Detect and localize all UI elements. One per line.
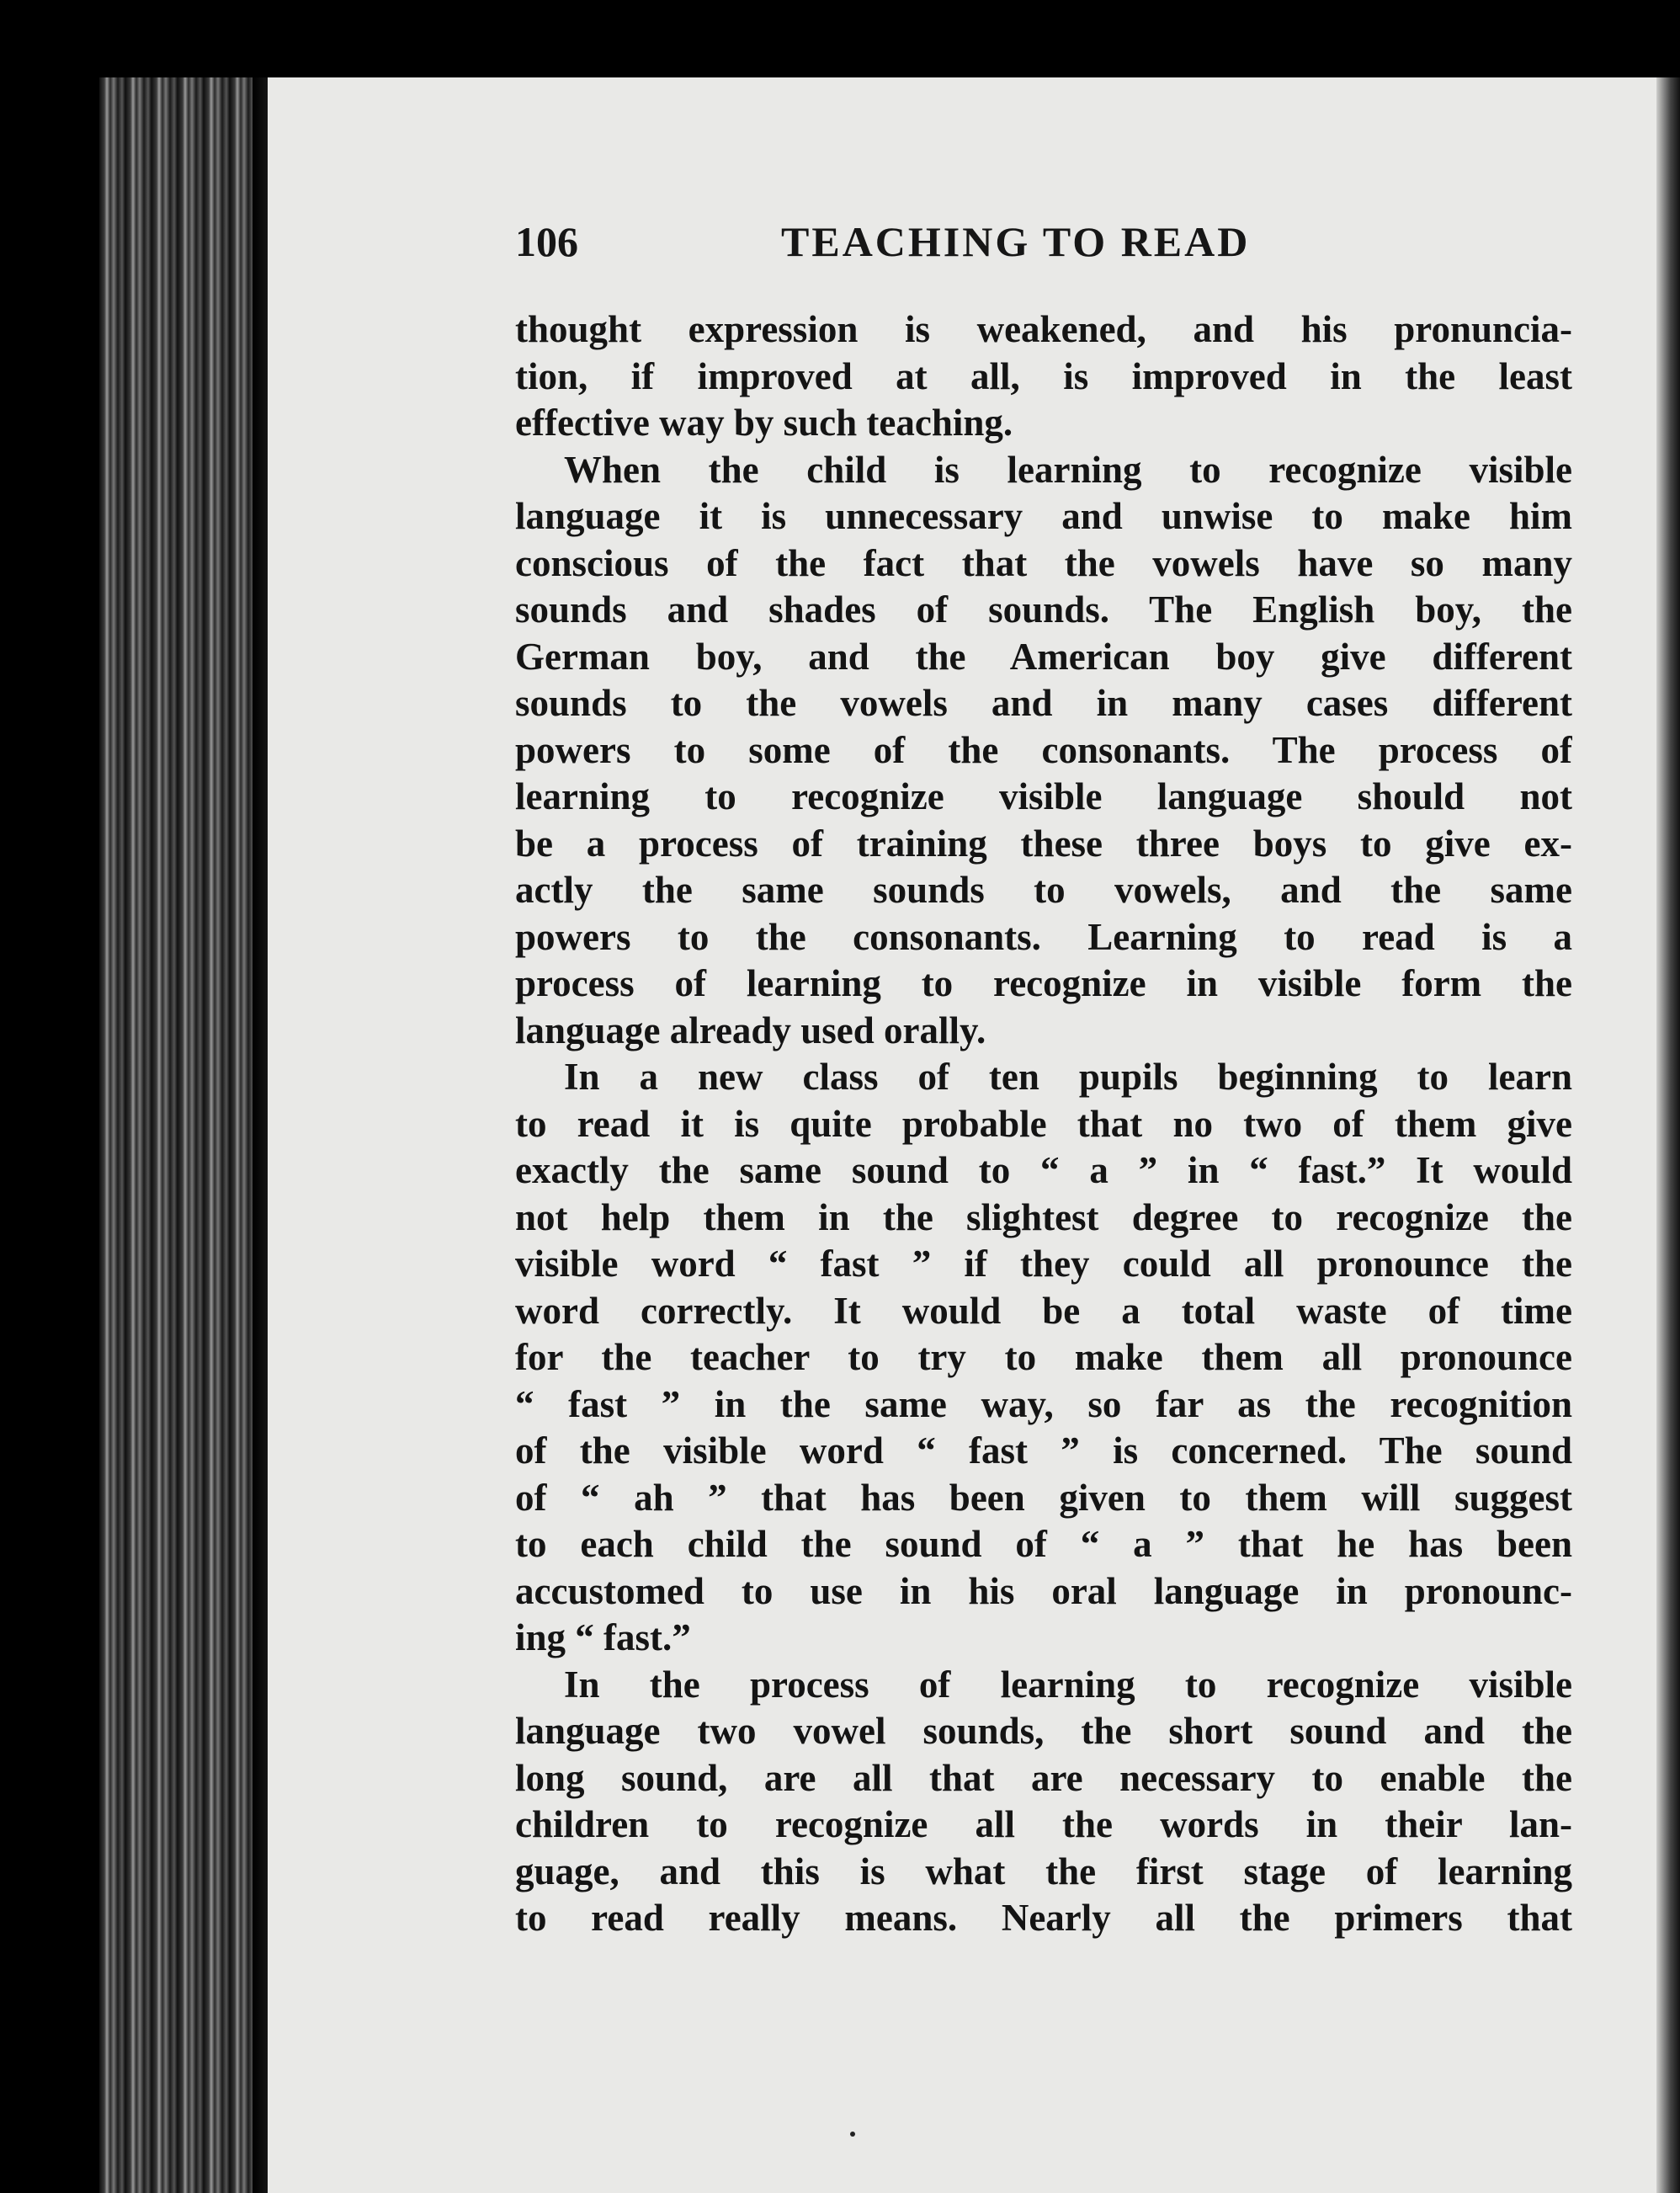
text-line: learning to recognize visible language should not — [515, 775, 1572, 817]
text-line: to read it is quite probable that no two of them give — [515, 1102, 1572, 1145]
text-line: children to recognize all the words in their lan- — [515, 1803, 1572, 1845]
page-speck — [850, 2132, 855, 2137]
text-line: to each child the sound of “ a ” that he has been — [515, 1523, 1572, 1565]
text-line: ing “ fast.” — [515, 1616, 691, 1658]
text-line: tion, if improved at all, is improved in the least — [515, 354, 1572, 397]
text-line: “ fast ” in the same way, so far as the recognition — [515, 1382, 1572, 1425]
text-line: process of learning to recognize in visible form the — [515, 962, 1572, 1004]
body-text — [515, 306, 1572, 1942]
text-line: sounds to the vowels and in many cases different — [515, 682, 1572, 724]
text-line: effective way by such teaching. — [515, 402, 1013, 444]
text-line: be a process of training these three boys to give ex- — [515, 822, 1572, 865]
paragraph-first-line: In a new class of ten pupils beginning to learn — [564, 1056, 1572, 1098]
text-line: thought expression is weakened, and his pronuncia- — [515, 308, 1572, 350]
running-header — [515, 212, 1572, 271]
text-line: sounds and shades of sounds. The English boy, the — [515, 588, 1572, 631]
text-line: accustomed to use in his oral language in pronounc- — [515, 1569, 1572, 1612]
paragraph-first-line: When the child is learning to recognize visible — [564, 448, 1572, 491]
book-spine-edge — [99, 77, 272, 2193]
running-title: TEACHING TO READ — [781, 218, 1251, 265]
text-line: exactly the same sound to “ a ” in “ fast.” It would — [515, 1149, 1572, 1191]
text-line: word correctly. It would be a total waste of time — [515, 1289, 1572, 1332]
text-line: for the teacher to try to make them all pronounce — [515, 1336, 1572, 1378]
page-right-edge — [1656, 77, 1680, 2193]
text-line: not help them in the slightest degree to recognize the — [515, 1195, 1572, 1238]
text-line: conscious of the fact that the vowels have so many — [515, 541, 1572, 584]
page-number: 106 — [515, 218, 578, 265]
text-line: language two vowel sounds, the short sound and the — [515, 1710, 1572, 1752]
text-line: German boy, and the American boy give different — [515, 635, 1572, 678]
text-line: visible word “ fast ” if they could all pronounce the — [515, 1243, 1572, 1285]
text-line: of “ ah ” that has been given to them will suggest — [515, 1476, 1572, 1519]
text-line: language it is unnecessary and unwise to make him — [515, 495, 1572, 537]
text-line: to read really means. Nearly all the primers that — [515, 1897, 1572, 1939]
text-line: of the visible word “ fast ” is concerned. The sound — [515, 1429, 1572, 1472]
text-line: powers to the consonants. Learning to read is a — [515, 915, 1572, 958]
text-line: long sound, are all that are necessary to enable the — [515, 1756, 1572, 1799]
text-line: actly the same sounds to vowels, and the same — [515, 869, 1572, 911]
text-line: powers to some of the consonants. The process of — [515, 728, 1572, 771]
text-line: guage, and this is what the first stage of learning — [515, 1850, 1572, 1892]
text-line: language already used orally. — [515, 1009, 986, 1051]
paragraph-first-line: In the process of learning to recognize visible — [564, 1663, 1572, 1706]
